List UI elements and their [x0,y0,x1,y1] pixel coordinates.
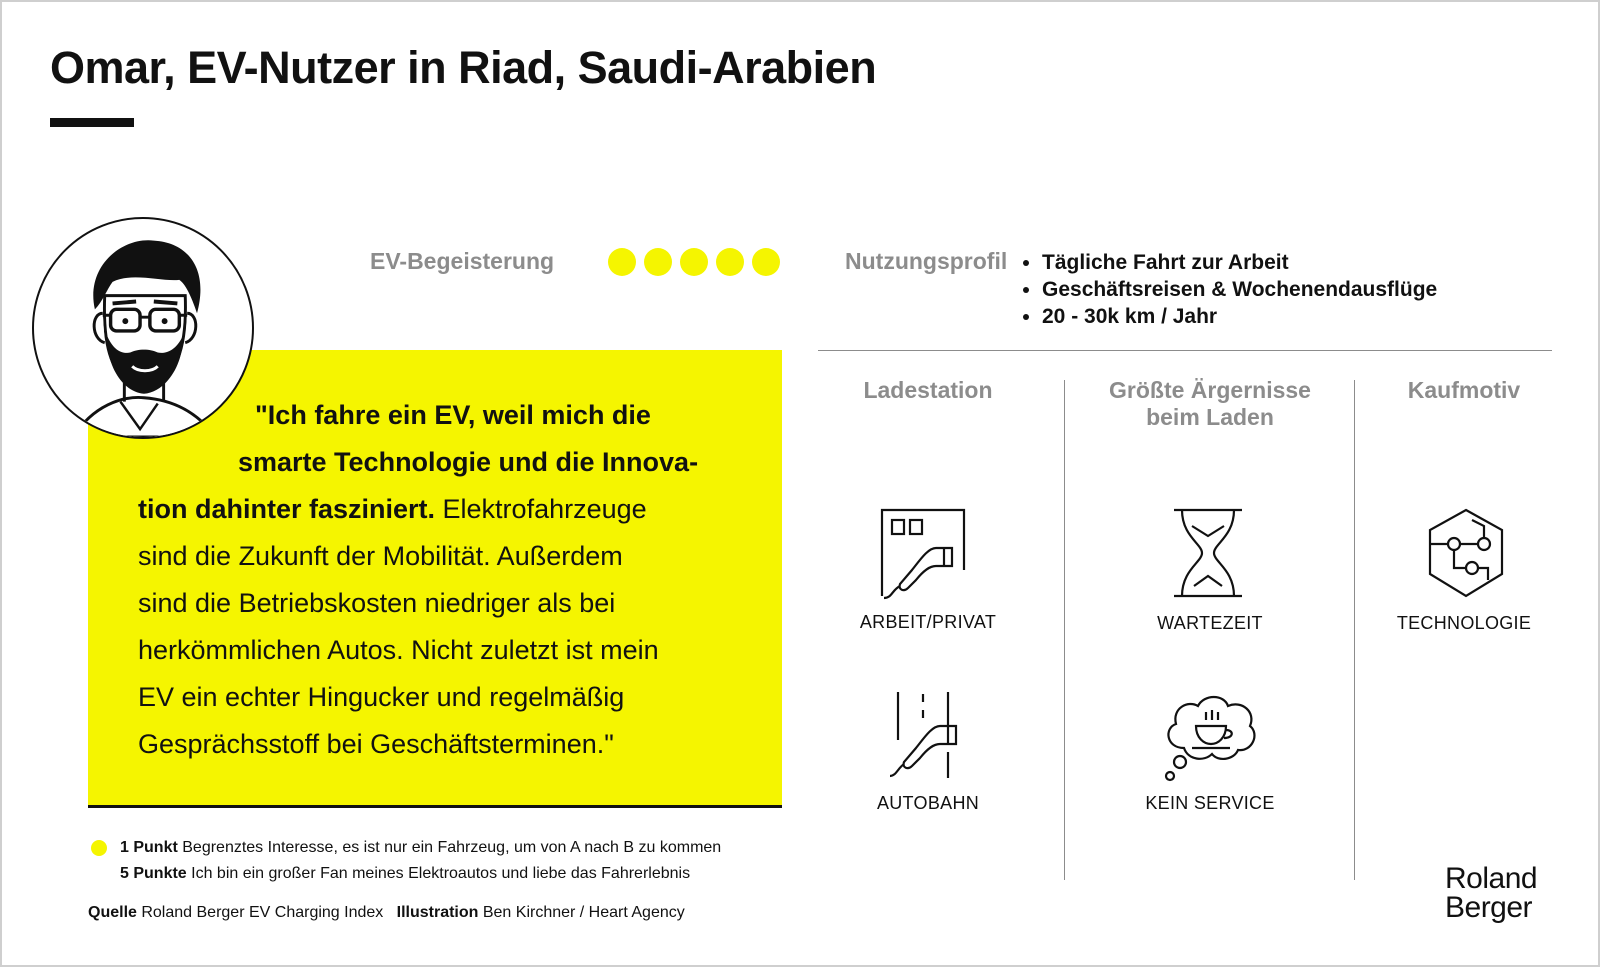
column-divider [1064,380,1065,880]
column-heading-purchase-motive: Kaufmotiv [1407,377,1521,403]
title-underline [50,118,134,127]
heading-line: beim Laden [1146,404,1274,430]
rating-dot [608,248,636,276]
rating-dot [644,248,672,276]
column-divider [1354,380,1355,880]
enthusiasm-rating [608,248,780,276]
rating-dot [752,248,780,276]
circuit-hexagon-icon [1426,508,1506,598]
quote-line: sind die Zukunft der Mobilität. Außerdem [138,541,623,571]
icon-caption: WARTEZEIT [1157,613,1263,633]
brand-line: Roland [1445,862,1538,895]
coffee-thought-bubble-icon [1160,692,1260,782]
icon-caption: AUTOBAHN [876,793,980,813]
brand-line: Berger [1445,891,1533,924]
icon-caption: ARBEIT/PRIVAT [859,612,997,632]
portrait-illustration [34,219,252,437]
legend-key: 1 Punkt [120,839,178,856]
rating-dot [680,248,708,276]
source-label: Quelle [88,904,137,921]
legend-text: Ich bin ein großer Fan meines Elektroautos und liebe das Fahrerlebnis [186,865,691,882]
quote-line: EV ein echter Hingucker und regelmäßig [138,682,625,712]
quote-line: "Ich fahre ein EV, weil mich die [255,400,651,430]
avatar-portrait [32,217,254,439]
quote-line: herkömmlichen Autos. Nicht zuletzt ist mein [138,635,659,665]
quote-line: sind die Betriebskosten niedriger als bei [138,588,616,618]
source-text: Roland Berger EV Charging Index [136,904,384,921]
section-divider [818,350,1552,351]
rating-dot [716,248,744,276]
page-title: Omar, EV-Nutzer in Riad, Saudi-Arabien [50,42,877,93]
heading-line: Größte Ärgernisse [1109,377,1311,403]
brand-logo [1445,864,1537,922]
source-line [88,904,685,922]
quote-line: smarte Technologie und die Innova- [238,447,699,477]
quote-line: Gesprächsstoff bei Geschäftsterminen." [138,729,614,759]
legend-row [120,839,721,857]
icon-caption: TECHNOLOGIE [1396,613,1532,633]
legend-key: 5 Punkte [120,865,187,882]
legend-row [120,865,690,883]
usage-profile-label: Nutzungsprofil [845,248,1008,274]
charger-wallbox-icon [880,508,970,600]
usage-profile-list [1026,249,1437,330]
list-item: • 20 - 30k km / Jahr [1042,303,1437,330]
illustration-text: Ben Kirchner / Heart Agency [478,904,685,921]
column-heading-annoyances [1080,377,1340,431]
quote-line: tion dahinter fasziniert. Elektrofahrzeuge [138,494,647,524]
enthusiasm-label: EV-Begeisterung [370,248,555,274]
legend-dot [91,840,107,856]
highway-charger-icon [890,690,970,782]
illustration-label: Illustration [396,904,479,921]
legend-text: Begrenztes Interesse, es ist nur ein Fahrzeug, um von A nach B zu kommen [177,839,722,856]
hourglass-icon [1172,508,1244,600]
column-heading-charging-station: Ladestation [863,377,993,403]
list-item: • Tägliche Fahrt zur Arbeit [1042,249,1437,276]
list-item: • Geschäftsreisen & Wochenendausflüge [1042,276,1437,303]
icon-caption: KEIN SERVICE [1145,793,1275,813]
